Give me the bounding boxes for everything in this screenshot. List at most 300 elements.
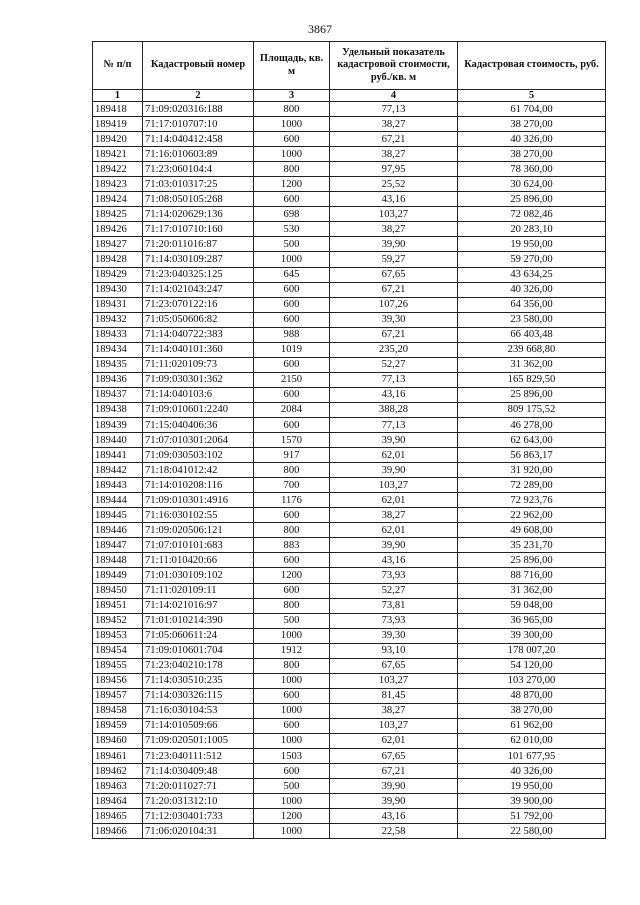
cadastral-value-cell: 64 356,00	[458, 297, 606, 312]
area-cell: 883	[254, 538, 330, 553]
unit-value-cell: 97,95	[330, 162, 458, 177]
table-row	[93, 237, 606, 252]
cadastral-number-cell: 71:14:030109:287	[143, 252, 254, 267]
unit-value-cell: 67,21	[330, 282, 458, 297]
header-row	[93, 42, 606, 90]
area-cell: 500	[254, 237, 330, 252]
cadastral-number-cell: 71:09:030503:102	[143, 448, 254, 463]
cadastral-value-cell: 20 283,10	[458, 222, 606, 237]
area-cell: 1200	[254, 809, 330, 824]
cadastral-value-cell: 22 580,00	[458, 824, 606, 839]
area-cell: 1000	[254, 252, 330, 267]
area-cell: 600	[254, 192, 330, 207]
table-row	[93, 267, 606, 282]
table-row	[93, 402, 606, 417]
row-number-cell: 189463	[93, 779, 143, 794]
unit-value-cell: 52,27	[330, 583, 458, 598]
row-number-cell: 189434	[93, 342, 143, 357]
cadastral-number-cell: 71:23:040111:512	[143, 749, 254, 764]
cadastral-number-cell: 71:11:010420:66	[143, 553, 254, 568]
area-cell: 800	[254, 598, 330, 613]
cadastral-value-cell: 40 326,00	[458, 764, 606, 779]
row-number-cell: 189454	[93, 643, 143, 658]
area-cell: 600	[254, 387, 330, 402]
table-row	[93, 117, 606, 132]
cadastral-number-cell: 71:14:040722:383	[143, 327, 254, 342]
cadastral-value-cell: 54 120,00	[458, 658, 606, 673]
area-cell: 600	[254, 417, 330, 432]
cadastral-number-cell: 71:16:030104:53	[143, 703, 254, 718]
cadastral-number-cell: 71:14:040412:458	[143, 132, 254, 147]
table-row	[93, 538, 606, 553]
cadastral-value-cell: 22 962,00	[458, 508, 606, 523]
row-number-cell: 189465	[93, 809, 143, 824]
cadastral-value-cell: 72 923,76	[458, 493, 606, 508]
area-cell: 1000	[254, 733, 330, 748]
area-cell: 1000	[254, 794, 330, 809]
table-row	[93, 703, 606, 718]
unit-value-cell: 93,10	[330, 643, 458, 658]
row-number-cell: 189444	[93, 493, 143, 508]
header-area: Площадь, кв. м	[254, 42, 330, 90]
cadastral-value-cell: 178 007,20	[458, 643, 606, 658]
row-number-cell: 189430	[93, 282, 143, 297]
header-cadastral-number: Кадастровый номер	[143, 42, 254, 90]
cadastral-value-cell: 72 289,00	[458, 478, 606, 493]
column-number: 4	[330, 90, 458, 102]
area-cell: 600	[254, 282, 330, 297]
table-row	[93, 387, 606, 402]
table-row	[93, 613, 606, 628]
area-cell: 2084	[254, 402, 330, 417]
row-number-cell: 189433	[93, 327, 143, 342]
cadastral-number-cell: 71:14:030409:48	[143, 764, 254, 779]
area-cell: 600	[254, 718, 330, 733]
unit-value-cell: 77,13	[330, 372, 458, 387]
unit-value-cell: 77,13	[330, 417, 458, 432]
cadastral-value-cell: 35 231,70	[458, 538, 606, 553]
row-number-cell: 189458	[93, 703, 143, 718]
unit-value-cell: 39,90	[330, 538, 458, 553]
cadastral-value-cell: 38 270,00	[458, 703, 606, 718]
cadastral-value-cell: 66 403,48	[458, 327, 606, 342]
unit-value-cell: 39,90	[330, 237, 458, 252]
cadastral-value-cell: 62 010,00	[458, 733, 606, 748]
unit-value-cell: 38,27	[330, 117, 458, 132]
cadastral-value-cell: 62 643,00	[458, 433, 606, 448]
area-cell: 600	[254, 764, 330, 779]
table-row	[93, 658, 606, 673]
unit-value-cell: 103,27	[330, 478, 458, 493]
cadastral-number-cell: 71:09:010601:704	[143, 643, 254, 658]
table-row	[93, 779, 606, 794]
cadastral-number-cell: 71:01:030109:102	[143, 568, 254, 583]
area-cell: 1912	[254, 643, 330, 658]
area-cell: 2150	[254, 372, 330, 387]
cadastral-number-cell: 71:23:070122:16	[143, 297, 254, 312]
row-number-cell: 189420	[93, 132, 143, 147]
row-number-cell: 189449	[93, 568, 143, 583]
row-number-cell: 189425	[93, 207, 143, 222]
unit-value-cell: 39,30	[330, 628, 458, 643]
unit-value-cell: 39,90	[330, 433, 458, 448]
cadastral-number-cell: 71:14:040103:6	[143, 387, 254, 402]
row-number-cell: 189421	[93, 147, 143, 162]
cadastral-value-cell: 72 082,46	[458, 207, 606, 222]
unit-value-cell: 67,65	[330, 658, 458, 673]
unit-value-cell: 77,13	[330, 102, 458, 117]
table-row	[93, 553, 606, 568]
area-cell: 1000	[254, 703, 330, 718]
cadastral-value-cell: 19 950,00	[458, 237, 606, 252]
unit-value-cell: 43,16	[330, 387, 458, 402]
unit-value-cell: 62,01	[330, 448, 458, 463]
cadastral-number-cell: 71:16:010603:89	[143, 147, 254, 162]
cadastral-number-cell: 71:23:040210:178	[143, 658, 254, 673]
cadastral-number-cell: 71:07:010301:2064	[143, 433, 254, 448]
column-number: 2	[143, 90, 254, 102]
cadastral-value-cell: 809 175,52	[458, 402, 606, 417]
row-number-cell: 189440	[93, 433, 143, 448]
unit-value-cell: 38,27	[330, 508, 458, 523]
row-number-cell: 189451	[93, 598, 143, 613]
cadastral-value-cell: 61 962,00	[458, 718, 606, 733]
cadastral-number-cell: 71:14:021043:247	[143, 282, 254, 297]
row-number-cell: 189456	[93, 673, 143, 688]
cadastral-value-cell: 39 300,00	[458, 628, 606, 643]
table-row	[93, 132, 606, 147]
unit-value-cell: 25,52	[330, 177, 458, 192]
row-number-cell: 189431	[93, 297, 143, 312]
cadastral-number-cell: 71:11:020109:11	[143, 583, 254, 598]
cadastral-value-cell: 165 829,50	[458, 372, 606, 387]
table-row	[93, 252, 606, 267]
table-row	[93, 297, 606, 312]
table-row	[93, 372, 606, 387]
cadastral-number-cell: 71:14:040101:360	[143, 342, 254, 357]
cadastral-number-cell: 71:14:030326:115	[143, 688, 254, 703]
cadastral-value-cell: 39 900,00	[458, 794, 606, 809]
row-number-cell: 189429	[93, 267, 143, 282]
table-row	[93, 733, 606, 748]
area-cell: 800	[254, 463, 330, 478]
table-body	[93, 102, 606, 839]
cadastral-value-cell: 59 270,00	[458, 252, 606, 267]
row-number-cell: 189437	[93, 387, 143, 402]
unit-value-cell: 235,20	[330, 342, 458, 357]
table-row	[93, 523, 606, 538]
table-row	[93, 282, 606, 297]
table-row	[93, 102, 606, 117]
unit-value-cell: 62,01	[330, 523, 458, 538]
area-cell: 600	[254, 553, 330, 568]
table-row	[93, 673, 606, 688]
unit-value-cell: 103,27	[330, 718, 458, 733]
cadastral-number-cell: 71:09:030301:362	[143, 372, 254, 387]
row-number-cell: 189439	[93, 417, 143, 432]
cadastral-number-cell: 71:16:030102:55	[143, 508, 254, 523]
cadastral-number-cell: 71:03:010317:25	[143, 177, 254, 192]
cadastral-value-cell: 25 896,00	[458, 387, 606, 402]
row-number-cell: 189419	[93, 117, 143, 132]
cadastral-number-cell: 71:09:020506:121	[143, 523, 254, 538]
area-cell: 530	[254, 222, 330, 237]
area-cell: 1000	[254, 824, 330, 839]
unit-value-cell: 388,28	[330, 402, 458, 417]
row-number-cell: 189445	[93, 508, 143, 523]
area-cell: 1176	[254, 493, 330, 508]
cadastral-value-cell: 43 634,25	[458, 267, 606, 282]
row-number-cell: 189466	[93, 824, 143, 839]
row-number-cell: 189448	[93, 553, 143, 568]
table-row	[93, 568, 606, 583]
row-number-cell: 189424	[93, 192, 143, 207]
table-row	[93, 417, 606, 432]
cadastral-value-cell: 38 270,00	[458, 147, 606, 162]
table-row	[93, 688, 606, 703]
row-number-cell: 189436	[93, 372, 143, 387]
row-number-cell: 189450	[93, 583, 143, 598]
cadastral-value-cell: 46 278,00	[458, 417, 606, 432]
cadastral-number-cell: 71:08:050105:268	[143, 192, 254, 207]
table-row	[93, 508, 606, 523]
row-number-cell: 189447	[93, 538, 143, 553]
unit-value-cell: 38,27	[330, 222, 458, 237]
cadastral-value-cell: 239 668,80	[458, 342, 606, 357]
unit-value-cell: 38,27	[330, 703, 458, 718]
cadastral-number-cell: 71:09:010301:4916	[143, 493, 254, 508]
cadastral-value-cell: 31 362,00	[458, 357, 606, 372]
table-row	[93, 147, 606, 162]
table-row	[93, 749, 606, 764]
unit-value-cell: 43,16	[330, 553, 458, 568]
table-row	[93, 162, 606, 177]
cadastral-value-cell: 36 965,00	[458, 613, 606, 628]
cadastral-number-cell: 71:20:011016:87	[143, 237, 254, 252]
cadastral-number-cell: 71:12:030401:733	[143, 809, 254, 824]
cadastral-number-cell: 71:14:030510:235	[143, 673, 254, 688]
cadastral-number-cell: 71:14:010509:66	[143, 718, 254, 733]
cadastral-number-cell: 71:17:010710:160	[143, 222, 254, 237]
unit-value-cell: 59,27	[330, 252, 458, 267]
cadastral-value-cell: 25 896,00	[458, 553, 606, 568]
row-number-cell: 189432	[93, 312, 143, 327]
header-row-number: № п/п	[93, 42, 143, 90]
area-cell: 800	[254, 102, 330, 117]
table-row	[93, 764, 606, 779]
area-cell: 600	[254, 357, 330, 372]
cadastral-value-cell: 38 270,00	[458, 117, 606, 132]
column-number-row	[93, 90, 606, 102]
cadastral-number-cell: 71:05:050606:82	[143, 312, 254, 327]
area-cell: 1200	[254, 568, 330, 583]
area-cell: 917	[254, 448, 330, 463]
unit-value-cell: 67,65	[330, 749, 458, 764]
area-cell: 645	[254, 267, 330, 282]
unit-value-cell: 62,01	[330, 733, 458, 748]
table-row	[93, 222, 606, 237]
row-number-cell: 189443	[93, 478, 143, 493]
area-cell: 600	[254, 132, 330, 147]
cadastral-value-cell: 101 677,95	[458, 749, 606, 764]
row-number-cell: 189422	[93, 162, 143, 177]
column-number: 3	[254, 90, 330, 102]
table-row	[93, 493, 606, 508]
area-cell: 1000	[254, 628, 330, 643]
area-cell: 600	[254, 297, 330, 312]
cadastral-number-cell: 71:09:020316:188	[143, 102, 254, 117]
area-cell: 600	[254, 508, 330, 523]
row-number-cell: 189438	[93, 402, 143, 417]
cadastral-value-cell: 103 270,00	[458, 673, 606, 688]
table-row	[93, 583, 606, 598]
cadastral-value-cell: 19 950,00	[458, 779, 606, 794]
table-row	[93, 327, 606, 342]
cadastral-value-cell: 88 716,00	[458, 568, 606, 583]
row-number-cell: 189435	[93, 357, 143, 372]
cadastral-number-cell: 71:18:041012:42	[143, 463, 254, 478]
cadastral-value-cell: 51 792,00	[458, 809, 606, 824]
area-cell: 1200	[254, 177, 330, 192]
area-cell: 800	[254, 162, 330, 177]
column-number: 1	[93, 90, 143, 102]
cadastral-number-cell: 71:07:010101:683	[143, 538, 254, 553]
row-number-cell: 189418	[93, 102, 143, 117]
area-cell: 1000	[254, 673, 330, 688]
cadastral-number-cell: 71:14:021016:97	[143, 598, 254, 613]
table-row	[93, 628, 606, 643]
row-number-cell: 189453	[93, 628, 143, 643]
cadastral-value-cell: 61 704,00	[458, 102, 606, 117]
unit-value-cell: 67,21	[330, 132, 458, 147]
area-cell: 600	[254, 583, 330, 598]
unit-value-cell: 39,90	[330, 463, 458, 478]
cadastral-number-cell: 71:20:011027:71	[143, 779, 254, 794]
cadastral-value-cell: 56 863,17	[458, 448, 606, 463]
area-cell: 600	[254, 312, 330, 327]
row-number-cell: 189464	[93, 794, 143, 809]
unit-value-cell: 107,26	[330, 297, 458, 312]
table-row	[93, 342, 606, 357]
table-row	[93, 463, 606, 478]
cadastral-number-cell: 71:20:031312:10	[143, 794, 254, 809]
row-number-cell: 189455	[93, 658, 143, 673]
header-unit-value: Удельный показатель кадастровой стоимости, руб./кв. м	[330, 42, 458, 90]
row-number-cell: 189427	[93, 237, 143, 252]
row-number-cell: 189441	[93, 448, 143, 463]
cadastral-number-cell: 71:06:020104:31	[143, 824, 254, 839]
area-cell: 988	[254, 327, 330, 342]
cadastral-number-cell: 71:23:040325:125	[143, 267, 254, 282]
unit-value-cell: 52,27	[330, 357, 458, 372]
cadastral-number-cell: 71:15:040406:36	[143, 417, 254, 432]
table-row	[93, 718, 606, 733]
table-row	[93, 809, 606, 824]
area-cell: 800	[254, 523, 330, 538]
unit-value-cell: 73,81	[330, 598, 458, 613]
cadastral-value-cell: 48 870,00	[458, 688, 606, 703]
table-row	[93, 433, 606, 448]
row-number-cell: 189428	[93, 252, 143, 267]
row-number-cell: 189446	[93, 523, 143, 538]
row-number-cell: 189459	[93, 718, 143, 733]
table-row	[93, 192, 606, 207]
cadastral-number-cell: 71:23:060104:4	[143, 162, 254, 177]
unit-value-cell: 73,93	[330, 613, 458, 628]
table-row	[93, 598, 606, 613]
area-cell: 1000	[254, 117, 330, 132]
cadastral-number-cell: 71:09:020501:1005	[143, 733, 254, 748]
area-cell: 1570	[254, 433, 330, 448]
row-number-cell: 189461	[93, 749, 143, 764]
unit-value-cell: 103,27	[330, 673, 458, 688]
row-number-cell: 189452	[93, 613, 143, 628]
page-number: 3867	[308, 22, 332, 36]
cadastral-value-cell: 49 608,00	[458, 523, 606, 538]
unit-value-cell: 67,21	[330, 764, 458, 779]
row-number-cell: 189457	[93, 688, 143, 703]
cadastral-number-cell: 71:11:020109:73	[143, 357, 254, 372]
area-cell: 1503	[254, 749, 330, 764]
table-row	[93, 207, 606, 222]
unit-value-cell: 43,16	[330, 809, 458, 824]
cadastral-value-cell: 31 362,00	[458, 583, 606, 598]
cadastral-number-cell: 71:17:010707:10	[143, 117, 254, 132]
unit-value-cell: 43,16	[330, 192, 458, 207]
unit-value-cell: 62,01	[330, 493, 458, 508]
area-cell: 700	[254, 478, 330, 493]
unit-value-cell: 39,90	[330, 794, 458, 809]
cadastral-number-cell: 71:09:010601:2240	[143, 402, 254, 417]
row-number-cell: 189442	[93, 463, 143, 478]
cadastral-number-cell: 71:14:020629:136	[143, 207, 254, 222]
cadastral-value-cell: 23 580,00	[458, 312, 606, 327]
unit-value-cell: 81,45	[330, 688, 458, 703]
column-number: 5	[458, 90, 606, 102]
cadastral-value-cell: 40 326,00	[458, 282, 606, 297]
cadastral-number-cell: 71:01:010214:390	[143, 613, 254, 628]
table-row	[93, 794, 606, 809]
table-row	[93, 177, 606, 192]
unit-value-cell: 39,90	[330, 779, 458, 794]
cadastral-value-table	[92, 41, 606, 839]
area-cell: 500	[254, 779, 330, 794]
area-cell: 1000	[254, 147, 330, 162]
row-number-cell: 189462	[93, 764, 143, 779]
cadastral-value-cell: 25 896,00	[458, 192, 606, 207]
row-number-cell: 189426	[93, 222, 143, 237]
cadastral-value-cell: 31 920,00	[458, 463, 606, 478]
cadastral-value-cell: 59 048,00	[458, 598, 606, 613]
cadastral-number-cell: 71:14:010208:116	[143, 478, 254, 493]
cadastral-value-cell: 40 326,00	[458, 132, 606, 147]
area-cell: 500	[254, 613, 330, 628]
row-number-cell: 189460	[93, 733, 143, 748]
area-cell: 1019	[254, 342, 330, 357]
table-row	[93, 312, 606, 327]
table-row	[93, 478, 606, 493]
unit-value-cell: 39,30	[330, 312, 458, 327]
table-row	[93, 824, 606, 839]
unit-value-cell: 38,27	[330, 147, 458, 162]
unit-value-cell: 67,65	[330, 267, 458, 282]
header-cadastral-value: Кадастровая стоимость, руб.	[458, 42, 606, 90]
table-row	[93, 448, 606, 463]
cadastral-value-cell: 30 624,00	[458, 177, 606, 192]
table-row	[93, 357, 606, 372]
area-cell: 600	[254, 688, 330, 703]
cadastral-number-cell: 71:05:060611:24	[143, 628, 254, 643]
